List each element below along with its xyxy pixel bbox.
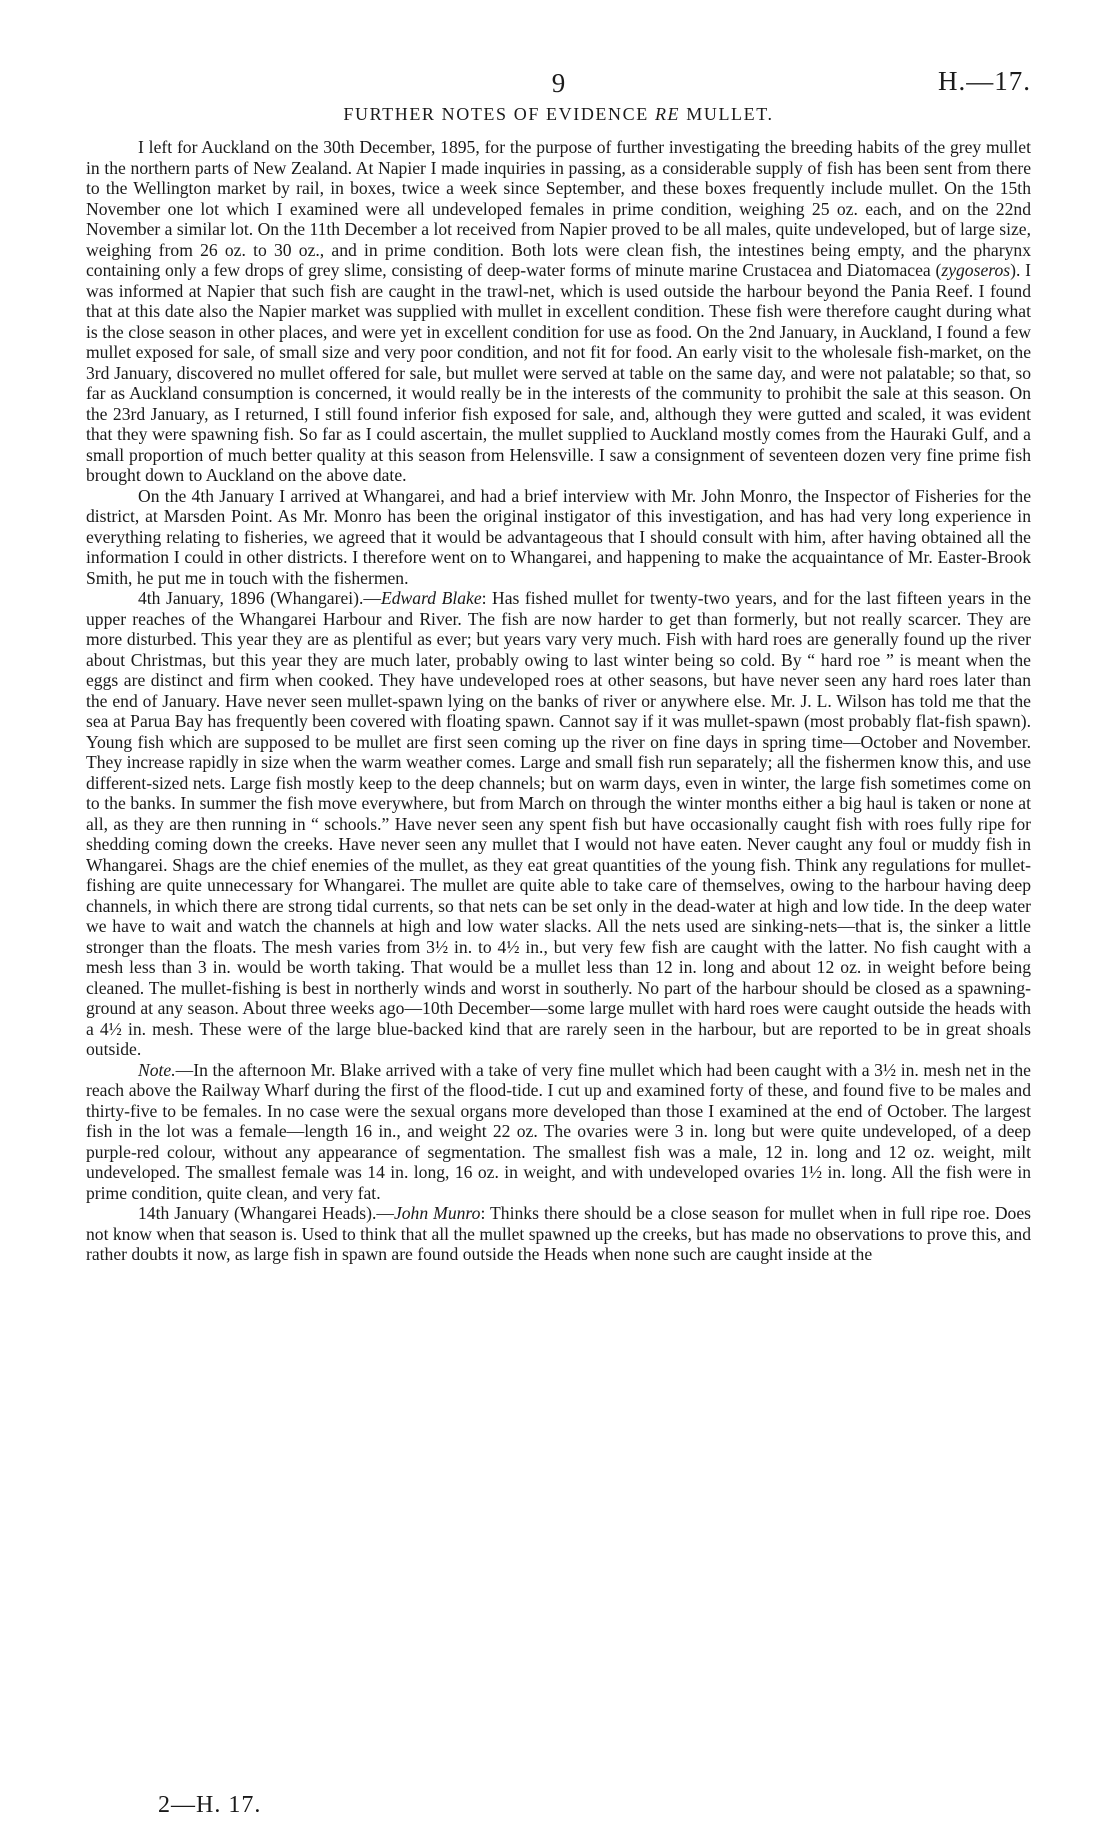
paragraph-auckland-napier [86,137,1031,486]
paragraph-3-lead: 4th January, 1896 (Whangarei).— [138,588,382,608]
page-number: 9 [551,68,566,98]
title-re: RE [654,104,681,124]
paragraph-edward-blake [86,588,1031,1060]
witness-name-john-munro: John Munro [393,1203,481,1223]
paragraph-note [86,1060,1031,1204]
body-text [86,137,1031,1265]
paragraph-5-text: : Thinks there should be a close season for mullet when in full ripe roe. Does not know when that season is. Used to think that all the mullet spawned up the creeks, but has made no observations to prove this, and rather doubts it now, as large fish in spawn are found outside the Heads when none such are caught inside at the [86,1203,1032,1264]
title-prefix: FURTHER NOTES OF EVIDENCE [343,104,655,124]
title-suffix: MULLET. [680,104,774,124]
witness-name-edward-blake: Edward Blake [381,588,482,608]
signature-mark: 2—H. 17. [158,1792,262,1818]
section-title [86,104,1031,125]
paragraph-5-lead: 14th January (Whangarei Heads).— [138,1203,394,1223]
document-reference: H.—17. [938,66,1031,96]
paragraph-1-rest: ). I was informed at Napier that such fish are caught in the trawl-net, which is used outside the harbour beyond the Pania Reef. I found that at this date also the Napier market was supplied with mullet in excellent condition. These fish were therefore caught during what is the close season in other places, and were yet in excellent condition for use as food. On the 2nd January, in Auckland, I found a few mullet exposed for sale, of small size and very poor condition, and not fit for food. An early visit to the wholesale fish-market, on the 3rd January, discovered no mullet offered for sale, but mullet were served at table on the same day, and were not palatable; so that, so far as Auckland consumption is concerned, it would really be in the interests of the community to prohibit the sale at this season. On the 23rd January, as I returned, I still found inferior fish exposed for sale, and, although they were gutted and scaled, it was evident that they were spawning fish. So far as I could ascertain, the mullet supplied to Auckland mostly comes from the Hauraki Gulf, and a small proportion of much better quality at this season from Helensville. I saw a consignment of seventeen dozen very fine prime fish brought down to Auckland on the above date. [86,260,1031,485]
paragraph-4-text: —In the afternoon Mr. Blake arrived with a take of very fine mullet which had been caught with a 3½ in. mesh net in the reach above the Railway Wharf during the first of the flood-tide. I cut up and examined forty of these, and found five to be males and thirty-five to be females. In no case were the sexual organs more developed than those I examined at the end of October. The largest fish in the lot was a female—length 16 in., and weight 22 oz. The ovaries were 3 in. long but were quite undeveloped, of a deep purple-red colour, without any appearance of segmentation. The smallest fish was a male, 12 in. long and 12 oz. weight, milt undeveloped. The smallest female was 14 in. long, 16 oz. in weight, and with undeveloped ovaries 1½ in. long. All the fish were in prime condition, quite clean, and very fat. [86,1059,1031,1203]
note-label: Note. [138,1059,176,1080]
paragraph-1-text: I left for Auckland on the 30th December, 1895, for the purpose of further investigating the breeding habits of the grey mullet in the northern parts of New Zealand. At Napier I made inquiries in passing, as a considerable supply of fish has been sent from there to the Wellington market by rail, in boxes, twice a week since September, and these boxes frequently include mullet. On the 15th November one lot which I examined were all undeveloped females in prime condition, weighing 25 oz. each, and on the 22nd November a similar lot. On the 11th December a lot received from Napier proved to be all males, quite undeveloped, but of large size, weighing from 26 oz. to 30 oz., and in prime condition. Both lots were clean fish, the intestines being empty, and the pharynx containing only a few drops of grey slime, consisting of deep-water forms of minute marine Crustacea and Diatomacea ( [86,137,1031,280]
page-header [86,56,1031,104]
paragraph-1-italic: zygoseros [941,260,1011,280]
paragraph-john-munro [86,1203,1031,1265]
paragraph-whangarei-arrival: On the 4th January I arrived at Whangarei, and had a brief interview with Mr. John Monro, the Inspector of Fisheries for the district, at Marsden Point. As Mr. Monro has been the original instigator of this investigation, and has had very long experience in everything relating to fisheries, we agreed that it would be advantageous that I should consult with him, after having obtained all the information I could in other districts. I therefore went on to Whangarei, and happening to make the acquaintance of Mr. Easter-Brook Smith, he put me in touch with the fishermen. [86,485,1031,588]
paragraph-3-text: : Has fished mullet for twenty-two years, and for the last fifteen years in the upper reaches of the Whangarei Harbour and River. The fish are now harder to get than formerly, but not really scarcer. They are more disturbed. This year they are as plentiful as ever; but years vary very much. Fish with hard roes are generally found up the river about Christmas, but this year they are much later, probably owing to last winter being so cold. By “ hard roe ” is meant when the eggs are distinct and firm when cooked. They have undeveloped roes at other seasons, but have never seen any hard roes later than the end of January. Have never seen mullet-spawn lying on the banks of river or anywhere else. Mr. J. L. Wilson has told me that the sea at Parua Bay has frequently been covered with floating spawn. Cannot say if it was mullet-spawn (most probably flat-fish spawn). Young fish which are supposed to be mullet are first seen coming up the river on fine days in spring time—October and November. They increase rapidly in size when the warm weather comes. Large and small fish run separately; all the fishermen know this, and use different-sized nets. Large fish mostly keep to the deep channels; but on warm days, even in winter, the large fish sometimes come on to the banks. In summer the fish move everywhere, but from March on through the winter months either a big haul is taken or none at all, as they are then running in “ schools.” Have never seen any spent fish but have occasionally caught fish with roes fully ripe for shedding coming down the creeks. Have never seen any mullet that I would not have eaten. Never caught any foul or muddy fish in Whangarei. Shags are the chief enemies of the mullet, as they eat great quantities of the young fish. Think any regulations for mullet-fishing are quite unnecessary for Whangarei. The mullet are quite able to take care of themselves, owing to the harbour having deep channels, in which there are strong tidal currents, so that nets can be set only in the dead-water at high and low tide. In the deep water we have to wait and watch the channels at high and low water slacks. All the nets used are sinking-nets—that is, the sinker a little stronger than the floats. The mesh varies from 3½ in. to 4½ in., but very few fish are caught with the latter. No fish caught with a mesh less than 3 in. would be worth taking. That would be a mullet less than 12 in. long and about 12 oz. in weight before being cleaned. The mullet-fishing is best in northerly winds and worst in southerly. No part of the harbour should be closed as a spawning-ground at any season. About three weeks ago—10th December—some large mullet with hard roes were caught outside the heads with a 4½ in. mesh. These were of the large blue-backed kind that are rarely seen in the harbour, but are reported to be in great shoals outside. [86,588,1032,1059]
